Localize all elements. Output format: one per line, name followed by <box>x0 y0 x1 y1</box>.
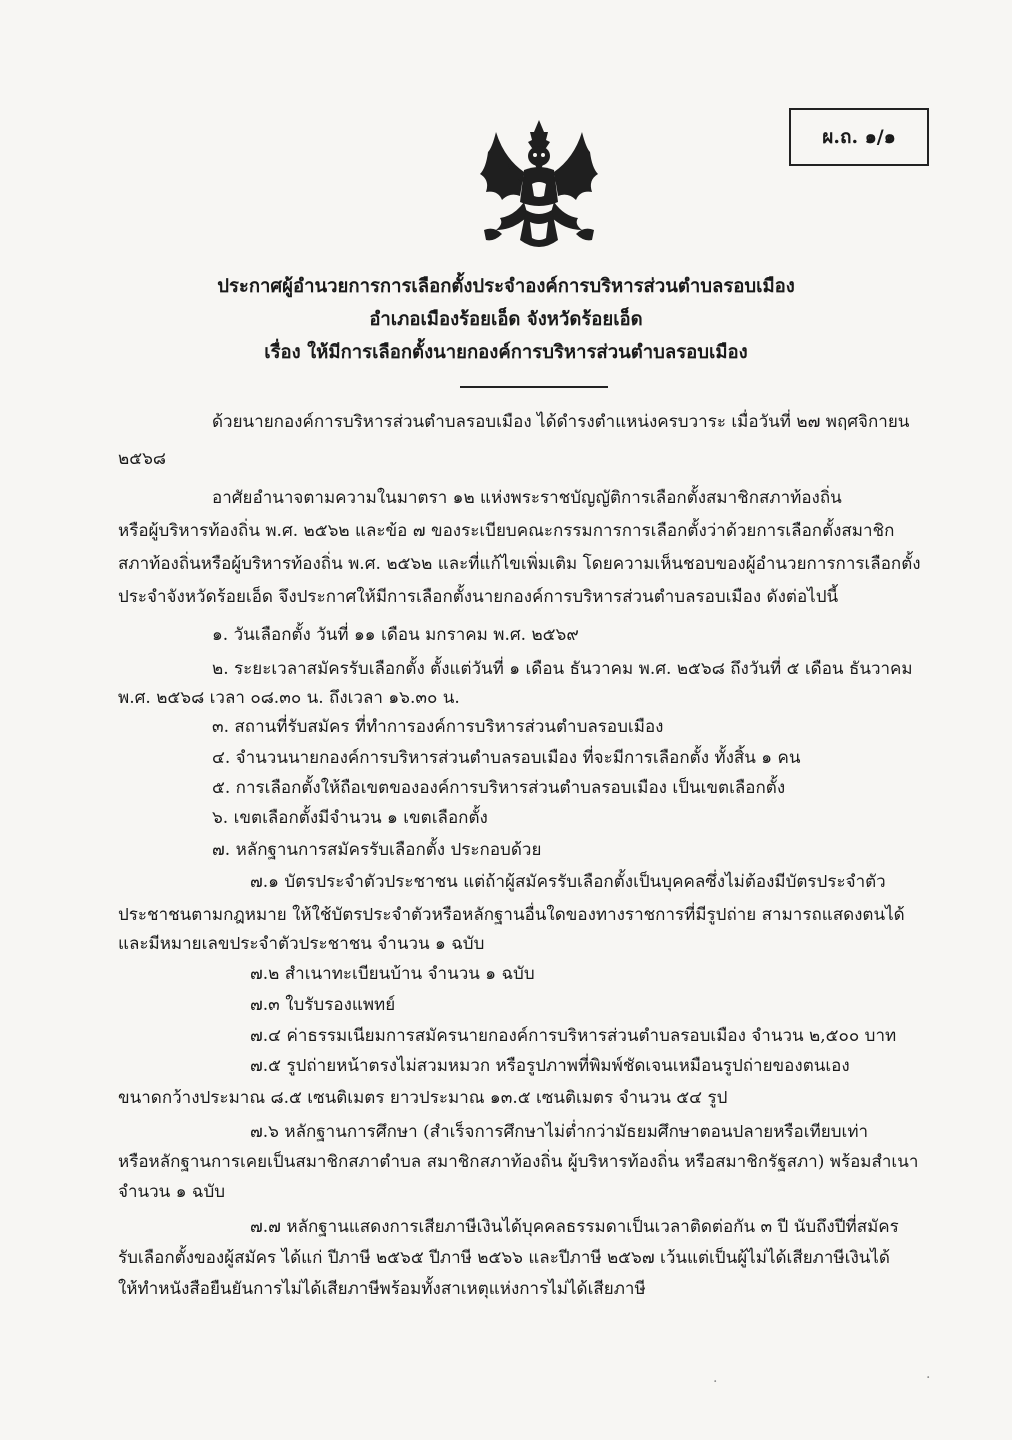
item-5: ๕. การเลือกตั้งให้ถือเขตขององค์การบริหารส่วนตำบลรอบเมือง เป็นเขตเลือกตั้ง <box>212 778 786 798</box>
item-7: ๗. หลักฐานการสมัครรับเลือกตั้ง ประกอบด้วย <box>212 840 542 860</box>
item-2-line-2: พ.ศ. ๒๕๖๘ เวลา ๐๘.๓๐ น. ถึงเวลา ๑๖.๓๐ น. <box>118 688 460 708</box>
item-6: ๖. เขตเลือกตั้งมีจำนวน ๑ เขตเลือกตั้ง <box>212 808 488 828</box>
scan-speck-mark: · <box>713 1374 718 1390</box>
subitem-7-6-line-3: จำนวน ๑ ฉบับ <box>118 1182 226 1202</box>
subitem-7-3: ๗.๓ ใบรับรองแพทย์ <box>250 995 396 1015</box>
garuda-emblem-icon <box>474 118 604 258</box>
subitem-7-1-line-3: และมีหมายเลขประจำตัวประชาชน จำนวน ๑ ฉบับ <box>118 934 485 954</box>
paragraph-2-line-4: ประจำจังหวัดร้อยเอ็ด จึงประกาศให้มีการเลือกตั้งนายกองค์การบริหารส่วนตำบลรอบเมือง ดังต่อไปนี้ <box>118 587 839 607</box>
scan-speck-mark-2: · <box>926 1370 931 1386</box>
subitem-7-6-line-2: หรือหลักฐานการเคยเป็นสมาชิกสภาตำบล สมาชิกสภาท้องถิ่น ผู้บริหารท้องถิ่น หรือสมาชิกรัฐสภา) พร้อมสำเนา <box>118 1152 919 1172</box>
paragraph-2-line-3: สภาท้องถิ่นหรือผู้บริหารท้องถิ่น พ.ศ. ๒๕๖๒ และที่แก้ไขเพิ่มเติม โดยความเห็นชอบของผู้อำนวยการการเลือกตั้ง <box>118 554 921 574</box>
item-4: ๔. จำนวนนายกองค์การบริหารส่วนตำบลรอบเมือง ที่จะมีการเลือกตั้ง ทั้งสิ้น ๑ คน <box>212 748 801 768</box>
subitem-7-5-line-1: ๗.๕ รูปถ่ายหน้าตรงไม่สวมหมวก หรือรูปภาพที่พิมพ์ชัดเจนเหมือนรูปถ่ายของตนเอง <box>250 1056 850 1076</box>
title-divider <box>460 386 608 388</box>
subitem-7-6-line-1: ๗.๖ หลักฐานการศึกษา (สำเร็จการศึกษาไม่ต่ำกว่ามัธยมศึกษาตอนปลายหรือเทียบเท่า <box>250 1122 869 1142</box>
paragraph-1-line-1: ด้วยนายกองค์การบริหารส่วนตำบลรอบเมือง ได้ดำรงตำแหน่งครบวาระ เมื่อวันที่ ๒๗ พฤศจิกายน <box>212 412 910 432</box>
subitem-7-2: ๗.๒ สำเนาทะเบียนบ้าน จำนวน ๑ ฉบับ <box>250 964 535 984</box>
item-3: ๓. สถานที่รับสมัคร ที่ทำการองค์การบริหารส่วนตำบลรอบเมือง <box>212 717 664 737</box>
announcement-subject: เรื่อง ให้มีการเลือกตั้งนายกองค์การบริหารส่วนตำบลรอบเมือง <box>264 342 748 363</box>
item-2-line-1: ๒. ระยะเวลาสมัครรับเลือกตั้ง ตั้งแต่วันที่ ๑ เดือน ธันวาคม พ.ศ. ๒๕๖๘ ถึงวันที่ ๕ เดือน ธันวาคม <box>212 659 913 679</box>
subitem-7-7-line-3: ให้ทำหนังสือยืนยันการไม่ได้เสียภาษีพร้อมทั้งสาเหตุแห่งการไม่ได้เสียภาษี <box>118 1279 646 1299</box>
subitem-7-1-line-1: ๗.๑ บัตรประจำตัวประชาชน แต่ถ้าผู้สมัครรับเลือกตั้งเป็นบุคคลซึ่งไม่ต้องมีบัตรประจำตัว <box>250 872 886 892</box>
subitem-7-4: ๗.๔ ค่าธรรมเนียมการสมัครนายกองค์การบริหารส่วนตำบลรอบเมือง จำนวน ๒,๕๐๐ บาท <box>250 1026 897 1046</box>
subitem-7-5-line-2: ขนาดกว้างประมาณ ๘.๕ เซนติเมตร ยาวประมาณ ๑๓.๕ เซนติเมตร จำนวน ๕๔ รูป <box>118 1088 728 1108</box>
subitem-7-7-line-2: รับเลือกตั้งของผู้สมัคร ได้แก่ ปีภาษี ๒๕๖๕ ปีภาษี ๒๕๖๖ และปีภาษี ๒๕๖๗ เว้นแต่เป็นผู้ไม่ได้เสียภาษีเงินได้ <box>118 1248 890 1268</box>
item-1: ๑. วันเลือกตั้ง วันที่ ๑๑ เดือน มกราคม พ.ศ. ๒๕๖๙ <box>212 625 579 645</box>
paragraph-2-line-2: หรือผู้บริหารท้องถิ่น พ.ศ. ๒๕๖๒ และข้อ ๗ ของระเบียบคณะกรรมการการเลือกตั้งว่าด้วยการเลือกตั้งสมาชิก <box>118 521 895 541</box>
subitem-7-1-line-2: ประชาชนตามกฎหมาย ให้ใช้บัตรประจำตัวหรือหลักฐานอื่นใดของทางราชการที่มีรูปถ่าย สามารถแสดงตนได้ <box>118 905 905 925</box>
announcement-title-line-1: ประกาศผู้อำนวยการการเลือกตั้งประจำองค์การบริหารส่วนตำบลรอบเมือง <box>217 276 795 297</box>
announcement-title-line-2: อำเภอเมืองร้อยเอ็ด จังหวัดร้อยเอ็ด <box>369 309 643 330</box>
paragraph-2-line-1: อาศัยอำนาจตามความในมาตรา ๑๒ แห่งพระราชบัญญัติการเลือกตั้งสมาชิกสภาท้องถิ่น <box>212 488 842 508</box>
subitem-7-7-line-1: ๗.๗ หลักฐานแสดงการเสียภาษีเงินได้บุคคลธรรมดาเป็นเวลาติดต่อกัน ๓ ปี นับถึงปีที่สมัคร <box>250 1217 899 1237</box>
form-code-box: ผ.ถ. ๑/๑ <box>789 108 929 166</box>
paragraph-1-line-2: ๒๕๖๘ <box>118 449 166 469</box>
